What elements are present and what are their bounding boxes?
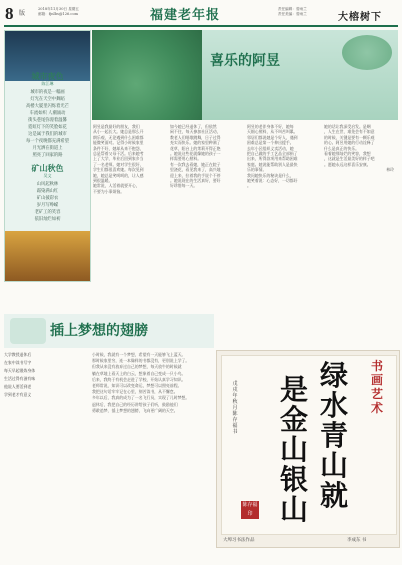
- text-line: 样需要用心照料。: [170, 156, 202, 162]
- left-column-text: [4, 280, 91, 565]
- poem2-title: 矿山秋色: [31, 163, 64, 173]
- text-line: 到很温暖。: [93, 178, 113, 184]
- text-line: 了一名老师。她对学生很好，: [93, 161, 144, 167]
- calligraphy-caption: 大埠习书法作品: [223, 538, 255, 543]
- text-line: 在家中读书写字: [4, 360, 32, 365]
- text-line: 如今她已经退休了，但依然: [170, 124, 217, 129]
- text-line: 家庭。她说能帮助别人是最快: [247, 161, 298, 167]
- calligraphy-credit: 李成东 书: [347, 538, 367, 543]
- text-line: 后来，我终于有机会走进了学校，开始认真学习知识。: [92, 376, 186, 382]
- text-line: 不要为小事烦恼。: [93, 188, 125, 194]
- text-line: 好珍惜每一天。: [170, 183, 198, 189]
- poem2-line: 霜染满山红: [36, 189, 59, 194]
- text-line: 她的话让我深受启发。是啊: [324, 124, 371, 129]
- text-line: 她，她总是笑呵呵的，让人感: [93, 172, 144, 178]
- text-line: 天细心照料，从不叫苦叫累。: [247, 129, 298, 135]
- text-line: 阿昱是我最好的朋友，我们: [93, 124, 140, 129]
- poem-author: 陈江琳: [41, 81, 54, 86]
- text-line: 学生们都很喜欢她。每次见到: [93, 167, 144, 173]
- poem-line: 这是属于我们的城市: [28, 132, 67, 137]
- poem2-line: 依旧灿烂如初: [34, 217, 61, 222]
- text-line: 躺在草地上看天上的白云，想象着自己变成一只小鸟。: [92, 370, 186, 376]
- calligraphy-inscription: 戊 戌 年 秋 月 陈 存 福 书: [232, 381, 238, 435]
- poem-line: 照亮了回家的路: [32, 153, 63, 158]
- text-line: 花草，阳台上的茉莉开得正艳: [170, 145, 221, 151]
- article1-col-4: [324, 124, 396, 286]
- text-line: 迎上来，拉着我的手说个不停: [170, 172, 221, 178]
- poem-lines: [5, 89, 90, 159]
- text-line: 总是帮着父母干活。后来她考: [93, 151, 144, 157]
- text-line: 我把这句话牢牢记在心里，刻苦读书，从不懈怠。: [92, 389, 178, 395]
- text-line: 但我从来没有放弃过自己的梦想，每天放牛的时候就: [92, 364, 182, 370]
- foliage-illustration: [342, 35, 392, 70]
- calligraphy-col-2: 是 金 山 银 山: [279, 373, 308, 526]
- text-line: 把自己做的手工艺品全部捐了: [247, 151, 298, 157]
- poem2-line: 山风起秋林: [36, 182, 59, 187]
- text-line: ，这就是生活最美好的样子吧: [324, 156, 375, 162]
- text-line: 他说人要活到老: [4, 384, 32, 389]
- text-line: 闲不住，每天参加社区活动，: [170, 129, 221, 135]
- poem-line: 霓虹灯下的笑脸如花: [28, 125, 67, 130]
- text-line: 每天早起锻炼身体: [4, 368, 36, 373]
- text-line: 困难总是第一个伸出援手。: [247, 140, 294, 146]
- text-line: 大学教授退休后: [4, 352, 32, 357]
- editor-line-1: 责任编辑：曾雨兰: [278, 7, 307, 11]
- calligraphy-col-1: 绿 水 青 山 就: [319, 359, 348, 512]
- text-line: ，人生在世，难免会有不如意: [324, 129, 375, 135]
- seal-stamp: 陈存福印: [242, 502, 258, 517]
- text-line: 。: [247, 183, 251, 189]
- text-line: 条件不好，她却从来不抱怨，: [93, 145, 144, 151]
- page-number-suffix: 版: [19, 10, 26, 17]
- text-line: 退休后，我把自己的经历讲给孩子们听，鼓励他们: [92, 401, 178, 407]
- text-line: 多年以后，我真的成为了一名飞行员，实现了儿时梦想。: [92, 395, 190, 401]
- text-line: 乐的事情。: [247, 167, 267, 173]
- poem-line: 城市的夜是一幅画: [30, 90, 65, 95]
- text-line: 的心。阿昱用她的行动诠释了: [324, 140, 375, 146]
- art-section-tag: 书 画 艺 术: [371, 359, 384, 415]
- tree-illustration: [92, 30, 202, 120]
- text-line: 阿昱的老伴身体不好，她每: [247, 124, 294, 129]
- poem2-line: 矿山披彩衣: [36, 196, 59, 201]
- text-line: 什么是真正的快乐。: [324, 145, 360, 151]
- poem-title: 城市夜色: [31, 71, 64, 81]
- text-line: 。她说现在的生活真好，要好: [170, 178, 221, 184]
- text-line: 。愿她永远这样喜乐安康。: [324, 161, 371, 167]
- text-line: 看着她那灿烂的笑容，我想: [324, 151, 371, 157]
- calligraphy-artwork: [216, 350, 400, 548]
- article2-body: [92, 352, 214, 557]
- poem-line: 灯光在天空中舞蹈: [30, 97, 65, 102]
- text-line: 上了大学，毕业后回到家乡当: [93, 156, 144, 162]
- editor-info: [278, 7, 307, 17]
- date-line: 2018年11月30日 星期五: [38, 7, 79, 11]
- text-line: 勇敢追梦，插上梦想的翅膀，飞向更广阔的天空。: [92, 407, 178, 413]
- text-line: 老师常说，知识可以改变命运，梦想可以照亮前程。: [92, 383, 182, 389]
- article1-col-2: [170, 124, 242, 286]
- text-line: 我问她快乐的秘诀是什么，: [247, 172, 294, 178]
- article2-intro: [92, 290, 212, 310]
- header-rule: [4, 25, 398, 27]
- text-line: 小时候，我就有一个梦想，希望有一天能够飞上蓝天。: [92, 352, 186, 357]
- text-line: 生活过得有滋有味: [4, 376, 36, 381]
- poem2-line: 岁月写峥嵘: [36, 203, 59, 208]
- text-line: 的时候，关键是要有一颗乐观: [324, 134, 375, 140]
- date-info: [38, 7, 79, 17]
- article2-title: 插上梦想的翅膀: [50, 323, 148, 339]
- poem2-author: 吴文: [43, 173, 52, 178]
- text-line: 能微笑面对。记得小时候家里: [93, 140, 144, 146]
- poem2-line: 老矿工的笑容: [34, 210, 61, 215]
- text-line: 邻居们都说她是个好人，遇到: [247, 134, 298, 140]
- email-line: 邮箱：fjnlbs@126.com: [38, 12, 79, 16]
- poem-line: 车流如织 人潮涌动: [29, 111, 66, 116]
- poem-line: 月光洒在街道上: [32, 146, 63, 151]
- text-line: 去年小区组织义卖活动，她: [247, 145, 294, 151]
- page-number: 8: [5, 4, 14, 23]
- text-line: 充实而快乐。她的家里种满了: [170, 140, 221, 146]
- article1-banner: [92, 30, 398, 120]
- text-line: 教老人们唱歌跳舞，日子过得: [170, 134, 221, 140]
- article1-col-1: [93, 124, 165, 286]
- text-line: 从小一起长大。她总是那么开: [93, 129, 144, 135]
- text-line: 。她说这些花就像她的孩子一: [170, 151, 221, 157]
- text-line: 朗乐观，无论遇到什么困难都: [93, 134, 144, 140]
- poem-line: 每一个夜晚都充满希望: [26, 139, 69, 144]
- text-line: 那时候家里穷，连一本像样的书都没有，更别说上学了。: [92, 358, 190, 364]
- text-line: 学到老才有意义: [4, 392, 32, 397]
- poem-line: 街头巷尾弥漫着温馨: [28, 118, 67, 123]
- poem2-lines: [5, 181, 90, 223]
- section-title: 大榕树下: [338, 12, 382, 23]
- text-line: 有一次我去看她，她正在院子: [170, 161, 221, 167]
- text-line: 里浇花，看见我来了，高兴地: [170, 167, 221, 173]
- article1-title: 喜乐的阿昱: [210, 53, 280, 69]
- autumn-mine-image: [5, 231, 90, 281]
- article1-author: 林玲: [386, 167, 394, 173]
- poem-column: [4, 30, 91, 282]
- masthead: 福建老年报: [150, 8, 221, 23]
- text-line: 她常说，人活着就要开心，: [93, 183, 140, 189]
- text-line: 出来，所得款项用来帮助困难: [247, 156, 298, 162]
- article1-col-3: [247, 124, 319, 286]
- poem-line: 高楼大厦里闪烁着光芒: [26, 104, 69, 109]
- editor-line-2: 责任美编：曾雨兰: [278, 12, 307, 16]
- text-line: 她笑着说：心态好，一切都好: [247, 178, 298, 184]
